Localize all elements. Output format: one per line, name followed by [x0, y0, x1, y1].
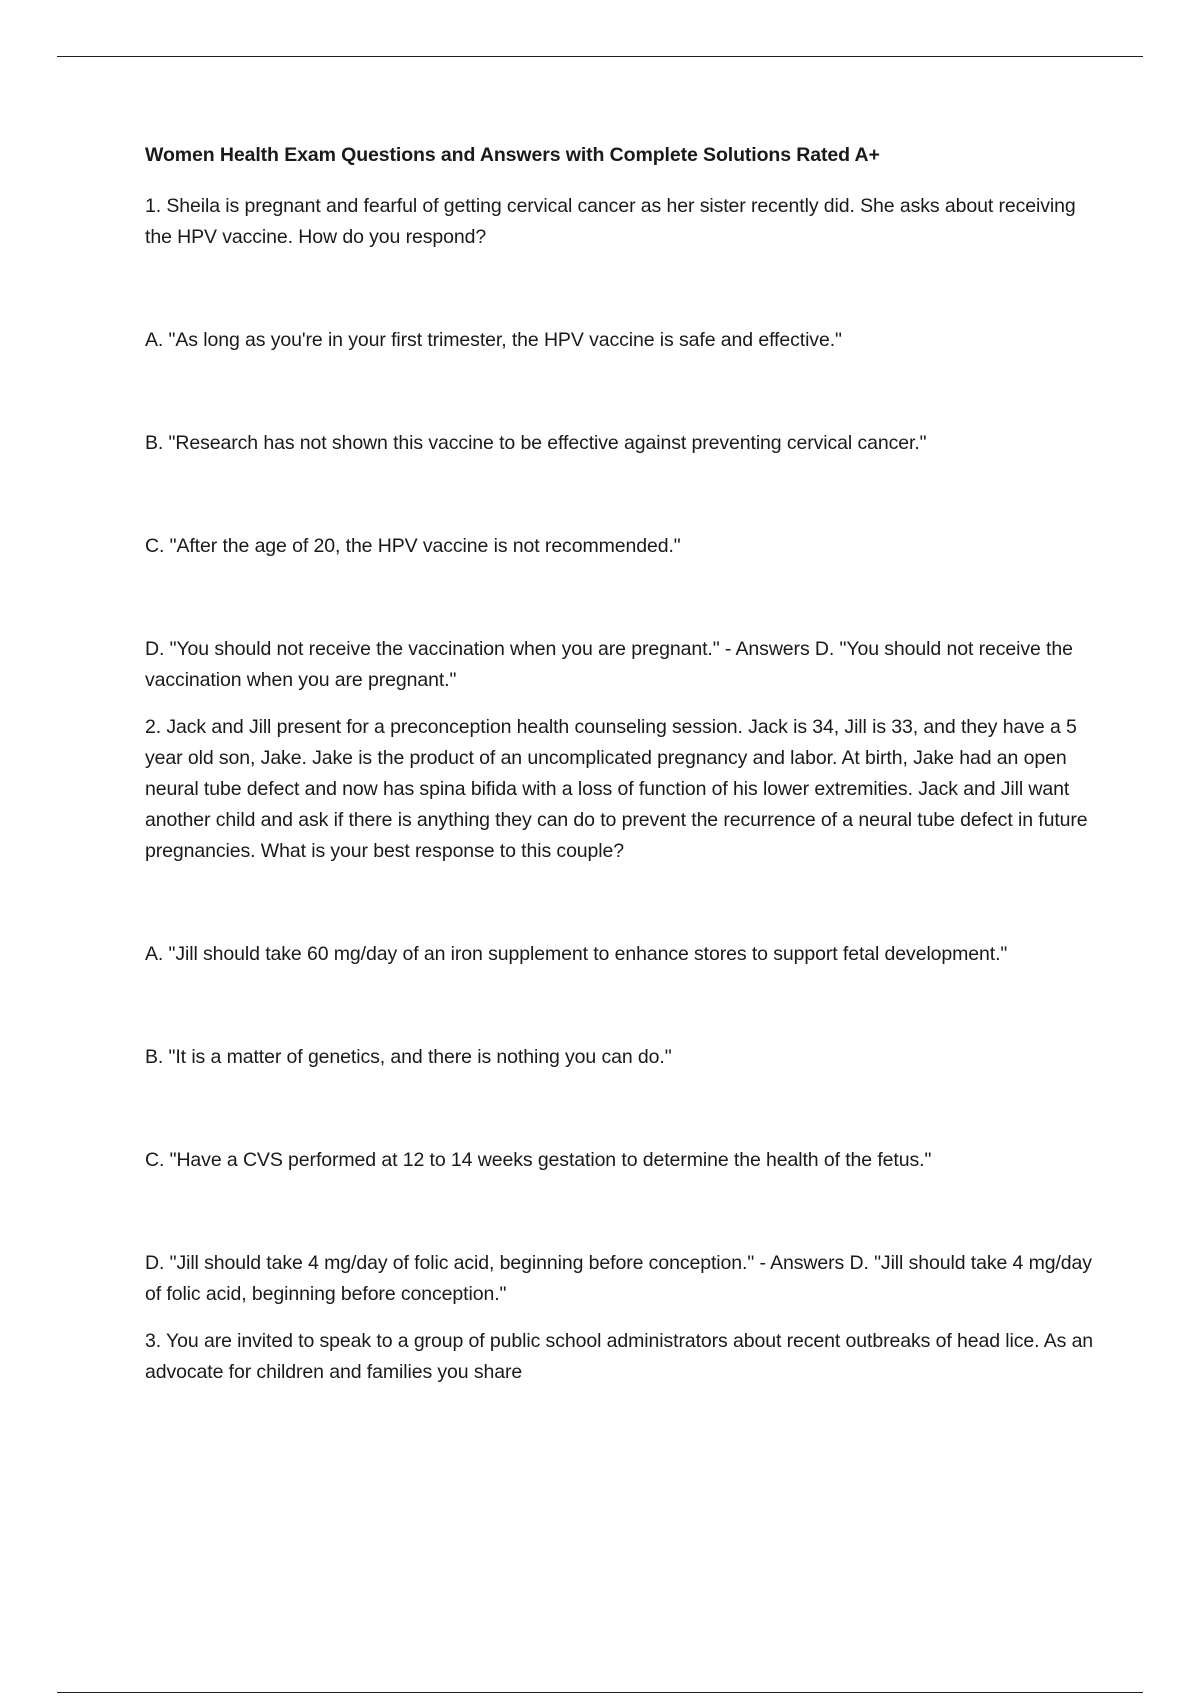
answer-option-a: A. "As long as you're in your first trimester, the HPV vaccine is safe and effective." [145, 329, 842, 351]
question-1 [145, 191, 1095, 696]
answer-option-d: D. "Jill should take 4 mg/day of folic acid, beginning before conception." - Answers D. "Jill should take 4 mg/day of folic acid, beginning before conception." [145, 1252, 1092, 1305]
document-body [145, 140, 1095, 1388]
header-rule [57, 56, 1143, 57]
answer-option-a: A. "Jill should take 60 mg/day of an iron supplement to enhance stores to support fetal development." [145, 943, 1008, 965]
answer-option-d: D. "You should not receive the vaccination when you are pregnant." - Answers D. "You should not receive the vaccination when you are pregnant." [145, 638, 1073, 691]
answer-option-c: C. "Have a CVS performed at 12 to 14 weeks gestation to determine the health of the fetus." [145, 1149, 932, 1171]
question-text: 2. Jack and Jill present for a preconception health counseling session. Jack is 34, Jill is 33, and they have a 5 year old son, Jake. Jake is the product of an uncomplicated pregnancy and labor. At birth, Jake had an open neural tube defect and now has spina bifida with a loss of function of his lower extremities. Jack and Jill want another child and ask if there is anything they can do to prevent the recurrence of a neural tube defect in future pregnancies. What is your best response to this couple? [145, 716, 1088, 862]
question-2 [145, 712, 1095, 1310]
answer-option-b: B. "Research has not shown this vaccine to be effective against preventing cervical cancer." [145, 432, 927, 454]
question-3 [145, 1326, 1095, 1388]
footer-rule [57, 1692, 1143, 1693]
document-title: Women Health Exam Questions and Answers with Complete Solutions Rated A+ [145, 144, 880, 166]
question-text: 3. You are invited to speak to a group of public school administrators about recent outbreaks of head lice. As an advocate for children and families you share [145, 1330, 1094, 1383]
answer-option-c: C. "After the age of 20, the HPV vaccine is not recommended." [145, 535, 681, 557]
answer-option-b: B. "It is a matter of genetics, and there is nothing you can do." [145, 1046, 672, 1068]
question-text: 1. Sheila is pregnant and fearful of getting cervical cancer as her sister recently did. She asks about receiving the HPV vaccine. How do you respond? [145, 195, 1076, 248]
